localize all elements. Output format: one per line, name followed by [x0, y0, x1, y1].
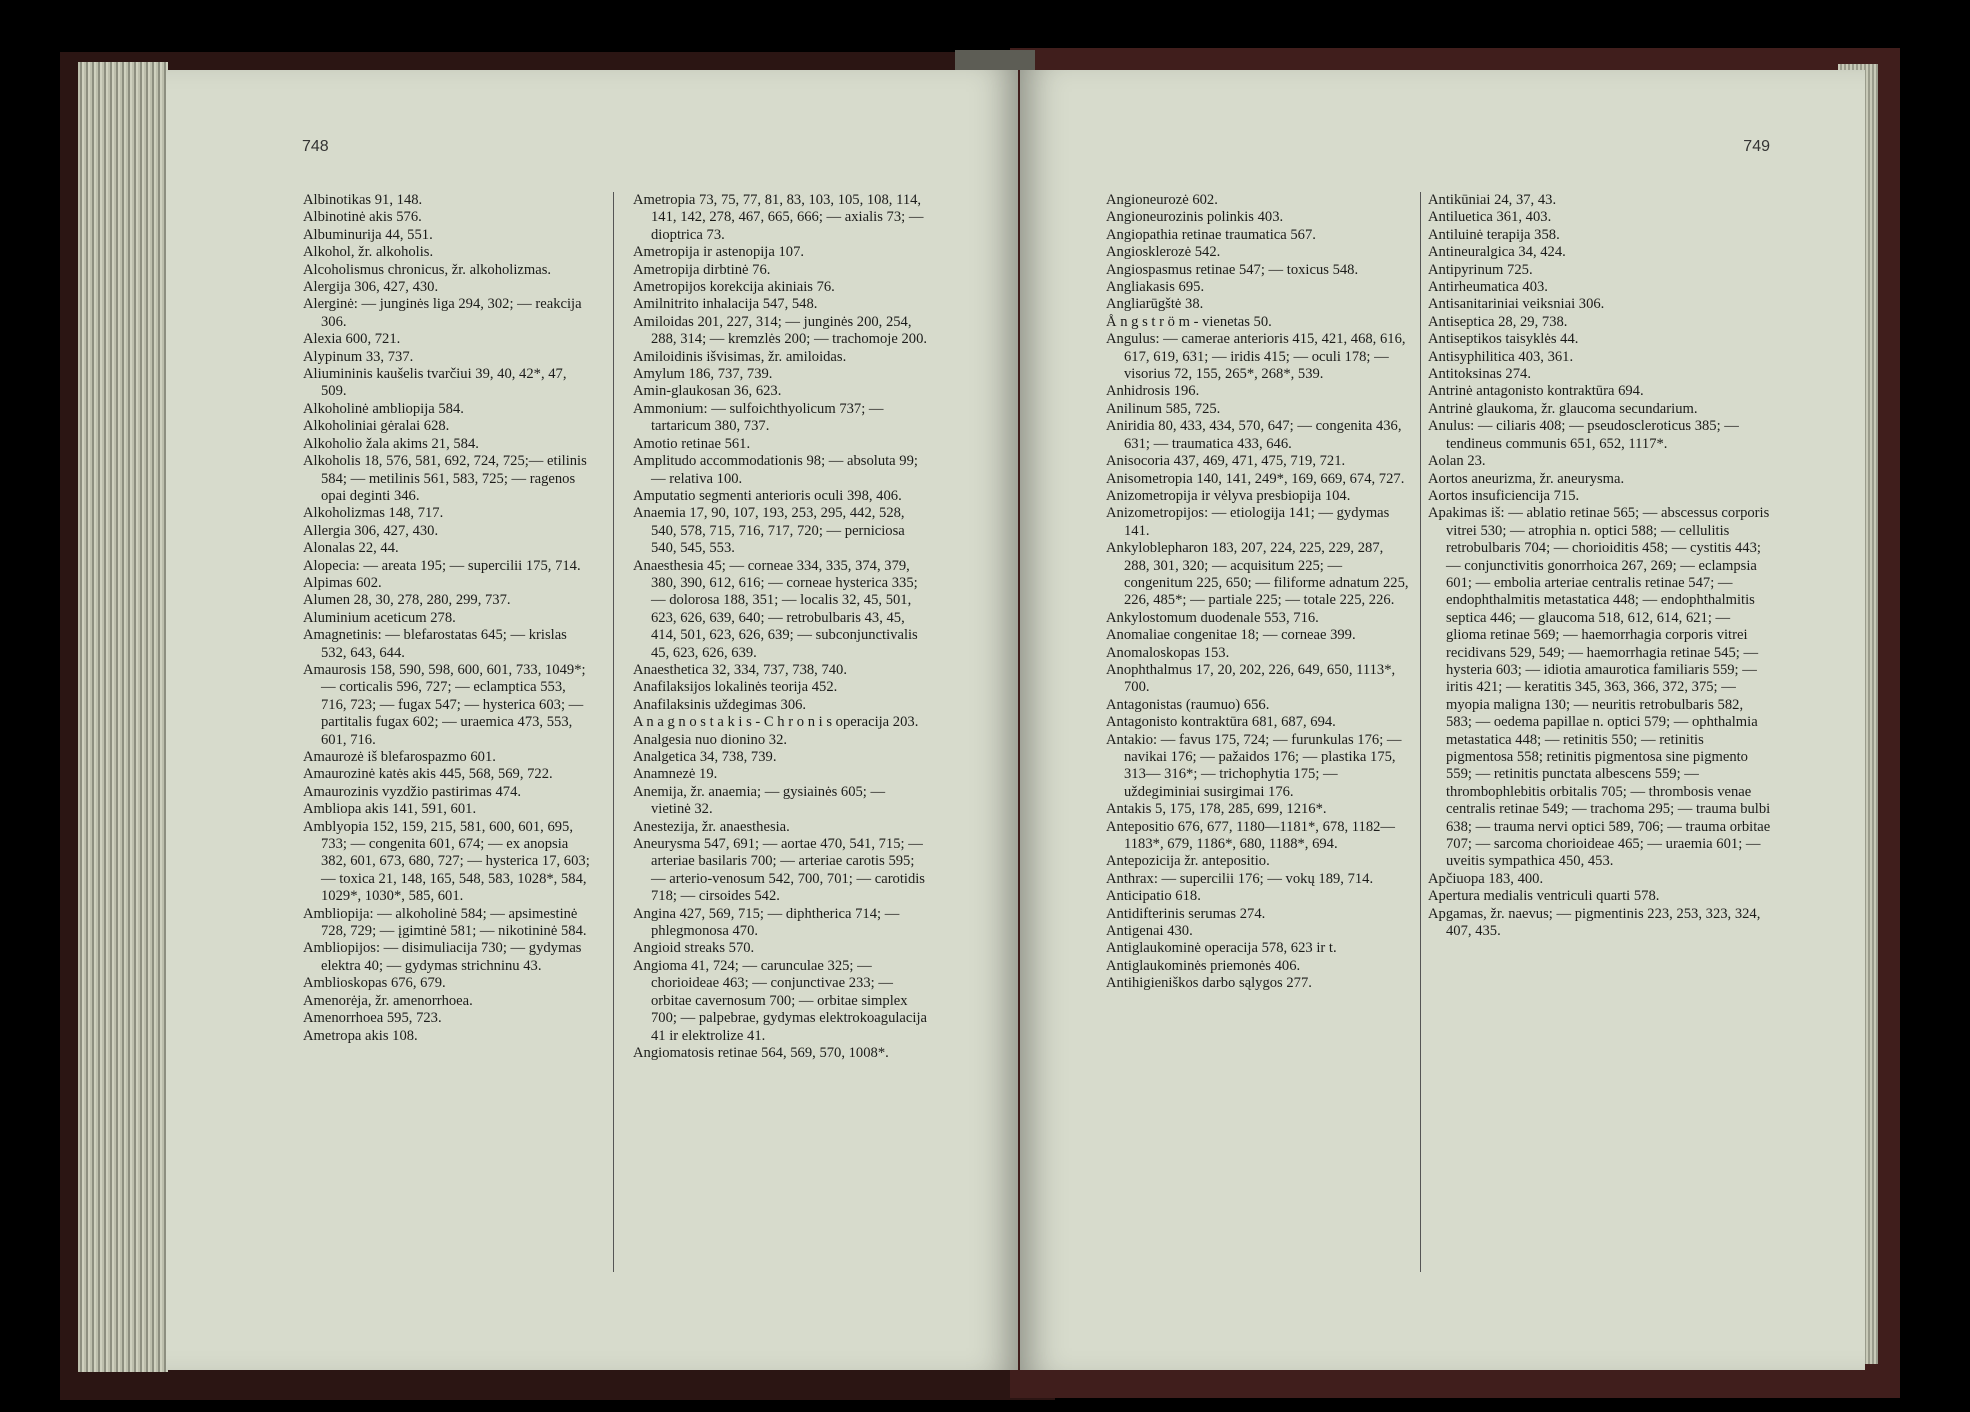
index-entry: Alopecia: — areata 195; — supercilii 175, 714. [303, 557, 581, 574]
index-entry: Antirheumatica 403. [1428, 279, 1548, 296]
index-entry: Analgesia nuo dionino 32. [633, 731, 788, 748]
index-entry: Ametropia 73, 75, 77, 81, 83, 103, 105, 108, 114, 141, 142, 278, 467, 665, 666; — axialis 73; — dioptrica 73. [633, 192, 924, 243]
index-entry: Anisometropia 140, 141, 249*, 169, 669, 674, 727. [1106, 470, 1405, 487]
index-entry: Antiluetica 361, 403. [1428, 209, 1552, 226]
index-entry: Aolan 23. [1428, 453, 1486, 470]
index-entry: Amilnitrito inhalacija 547, 548. [633, 296, 818, 313]
index-entry: Antisanitariniai veiksniai 306. [1428, 296, 1605, 313]
index-entry: Ambliopijos: — disimuliacija 730; — gydymas elektra 40; — gydymas strichninu 43. [303, 940, 582, 974]
index-entry: Angioneurozinis polinkis 403. [1106, 209, 1284, 226]
index-entry: Alkoholinė ambliopija 584. [303, 400, 464, 417]
index-entry: Anophthalmus 17, 20, 202, 226, 649, 650, 1113*, 700. [1106, 661, 1396, 696]
index-entry: Anomaliae congenitae 18; — corneae 399. [1106, 627, 1356, 644]
index-entry: Anticipatio 618. [1106, 888, 1201, 905]
index-entry: Anhidrosis 196. [1106, 383, 1200, 400]
index-entry: Allergia 306, 427, 430. [303, 522, 439, 539]
index-entry: Antakio: — favus 175, 724; — furunkulas 176; — navikai 176; — pažaidos 176; — plastika 175, 313— 316*; — trichophytia 175; — uždegiminiai susirgimai 176. [1106, 731, 1402, 800]
index-entry: Anulus: — ciliaris 408; — pseudoscleroticus 385; — tendineus communis 651, 652, 1117*. [1428, 418, 1739, 452]
index-entry: Antineuralgica 34, 424. [1428, 244, 1566, 261]
index-entry: Amin-glaukosan 36, 623. [633, 383, 782, 400]
index-entry: Antihigieniškos darbo sąlygos 277. [1106, 975, 1312, 992]
index-entry: Antrinė glaukoma, žr. glaucoma secundarium. [1428, 400, 1698, 417]
index-entry: Anomaloskopas 153. [1106, 644, 1230, 661]
index-entry: Anisocoria 437, 469, 471, 475, 719, 721. [1106, 453, 1346, 470]
right-page [1020, 70, 1865, 1370]
index-entry: Alergija 306, 427, 430. [303, 279, 439, 296]
index-entry: Alpimas 602. [303, 574, 382, 591]
index-entry: Ankylostomum duodenale 553, 716. [1106, 609, 1319, 626]
index-entry: Anthrax: — supercilii 176; — vokų 189, 714. [1106, 870, 1374, 887]
index-entry: Alypinum 33, 737. [303, 348, 414, 365]
column-divider [613, 192, 614, 1272]
index-entry: Angliarūgštė 38. [1106, 296, 1204, 313]
index-column [1106, 192, 1410, 993]
index-entry: Ametropija dirbtinė 76. [633, 261, 771, 278]
index-entry: Amblioskopas 676, 679. [303, 975, 446, 992]
left-page [166, 70, 1018, 1370]
index-entry: Antidifterinis serumas 274. [1106, 905, 1266, 922]
index-entry: Antikūniai 24, 37, 43. [1428, 192, 1557, 208]
index-entry: Angulus: — camerae anterioris 415, 421, 468, 616, 617, 619, 631; — iridis 415; — oculi 178; — visorius 72, 155, 265*, 268*, 539. [1106, 331, 1406, 383]
index-entry: Angioma 41, 724; — carunculae 325; — chorioideae 463; — conjunctivae 233; — orbitae cavernosum 700; — orbitae simplex 700; — palpebrae, gydymas elektrokoagulacija 41 ir elektrolize 41. [633, 957, 927, 1044]
index-entry: Antagonisto kontraktūra 681, 687, 694. [1106, 714, 1336, 731]
index-entry: Amaurosis 158, 590, 598, 600, 601, 733, 1049*; — corticalis 596, 727; — eclamptica 553, 716, 723; — fugax 547; — hysterica 603; — partitalis fugax 602; — uraemica 473, 553, 601, 716. [303, 661, 586, 748]
index-entry: Angiopathia retinae traumatica 567. [1106, 226, 1316, 243]
index-entry: Alkoholizmas 148, 717. [303, 505, 444, 522]
index-entry: Antakis 5, 175, 178, 285, 699, 1216*. [1106, 801, 1327, 818]
index-entry: Anizometropijos: — etiologija 141; — gydymas 141. [1106, 505, 1390, 539]
index-entry: Antepozicija žr. antepositio. [1106, 853, 1270, 870]
index-entry: Anizometropija ir vėlyva presbiopija 104. [1106, 487, 1351, 504]
column-divider [1420, 192, 1421, 1272]
index-entry: Alumen 28, 30, 278, 280, 299, 737. [303, 592, 511, 609]
index-entry: Antigenai 430. [1106, 923, 1193, 940]
index-entry: Alkoholis 18, 576, 581, 692, 724, 725;— etilinis 584; — metilinis 561, 583, 725; — ragenos opai deginti 346. [303, 453, 587, 504]
page-number-left: 748 [302, 138, 329, 155]
index-entry: Amputatio segmenti anterioris oculi 398, 406. [633, 487, 902, 504]
index-column [303, 192, 594, 1045]
index-entry: Albinotinė akis 576. [303, 209, 422, 226]
index-entry: A n a g n o s t a k i s - C h r o n i s operacija 203. [633, 714, 919, 731]
page-stack-left [78, 62, 168, 1372]
index-entry: Anestezija, žr. anaesthesia. [633, 818, 790, 835]
index-entry: Aortos insuficiencija 715. [1428, 487, 1580, 504]
index-entry: Aniridia 80, 433, 434, 570, 647; — congenita 436, 631; — traumatica 433, 646. [1106, 418, 1402, 452]
index-entry: Angina 427, 569, 715; — diphtherica 714; — phlegmonosa 470. [633, 905, 900, 940]
index-entry: Ametropija ir astenopija 107. [633, 244, 805, 261]
index-entry: Alkoholiniai gėralai 628. [303, 418, 450, 435]
index-entry: Alonalas 22, 44. [303, 540, 399, 557]
index-entry: Antiglaukominės priemonės 406. [1106, 957, 1301, 974]
index-entry: Amenorėja, žr. amenorrhoea. [303, 992, 473, 1009]
page-number-right: 749 [1743, 138, 1770, 155]
index-entry: Antitoksinas 274. [1428, 366, 1531, 383]
index-entry: Ankyloblepharon 183, 207, 224, 225, 229, 287, 288, 301, 320; — acquisitum 225; — congenitum 225, 650; — filiforme adnatum 225, 226, 485*; — partiale 225; — totale 225, 226. [1106, 540, 1409, 609]
index-entry: Angiosklerozė 542. [1106, 244, 1221, 261]
index-entry: Ametropijos korekcija akiniais 76. [633, 279, 835, 296]
index-entry: Aluminium aceticum 278. [303, 609, 456, 626]
index-entry: Amaurozinė katės akis 445, 568, 569, 722. [303, 766, 553, 783]
index-entry: Anafilaksijos lokalinės teorija 452. [633, 679, 838, 696]
index-entry: Antiglaukominė operacija 578, 623 ir t. [1106, 940, 1337, 957]
index-entry: Anaesthesia 45; — corneae 334, 335, 374, 379, 380, 390, 612, 616; — corneae hysterica 335; — dolorosa 188, 351; — localis 32, 45, 501, 623, 626, 639, 640; — retrobulbaris 43, 45, 414, 501, 623, 626, 639; — subconjunctivalis 45, 623, 626, 639. [633, 557, 918, 661]
index-entry: Alexia 600, 721. [303, 331, 401, 348]
index-entry: Antrinė antagonisto kontraktūra 694. [1428, 383, 1644, 400]
index-column [1428, 192, 1772, 940]
index-entry: Antiseptikos taisyklės 44. [1428, 331, 1579, 348]
index-entry: Anemija, žr. anaemia; — gysiainės 605; — vietinė 32. [633, 783, 886, 818]
index-entry: Anamnezė 19. [633, 766, 718, 783]
index-entry: Albuminurija 44, 551. [303, 226, 433, 243]
index-entry: Antiseptica 28, 29, 738. [1428, 313, 1568, 330]
index-entry: Ambliopija: — alkoholinė 584; — apsimestinė 728, 729; — įgimtinė 581; — nikotininė 584. [303, 905, 587, 940]
index-column [633, 192, 928, 1062]
index-entry: Apakimas iš: — ablatio retinae 565; — abscessus corporis vitrei 530; — atrophia n. optici 588; — cellulitis retrobulbaris 704; — chorioiditis 458; — cystitis 443; — conjunctivitis gonorrhoica 267, 269; — eclampsia 601; — embolia arteriae centralis retinae 547; — endophthalmitis metastatica 448; — endophthalmitis septica 446; — glaucoma 518, 612, 614, 621; — glioma retinae 569; — haemorrhagia corporis vitrei recidivans 529, 549; — haemorrhagia retinae 545; — hysteria 603; — idiotia amaurotica familiaris 559; — iritis 421; — keratitis 345, 363, 366, 372, 375; — myopia maligna 130; — neuritis retrobulbaris 582, 583; — oedema papillae n. optici 579; — ophthalmia metastatica 448; — retinitis 550; — retinitis pigmentosa 558; retinitis pigmentosa sine pigmento 559; — retinitis punctata albescens 559; — thrombophlebitis orbitalis 705; — thrombosis venae centralis retinae 549; — trachoma 295; — trauma bulbi 638; — trauma nervi optici 589, 706; — trauma orbitae 707; — sarcoma chorioideae 465; — uraemia 601; — uveitis sympathica 450, 453. [1428, 505, 1771, 870]
index-entry: Amaurozė iš blefarospazmo 601. [303, 749, 496, 765]
index-entry: Amenorrhoea 595, 723. [303, 1010, 442, 1027]
index-entry: Antipyrinum 725. [1428, 261, 1533, 278]
index-entry: Albinotikas 91, 148. [303, 192, 423, 208]
index-entry: Antagonistas (raumuo) 656. [1106, 696, 1270, 713]
index-entry: Alcoholismus chronicus, žr. alkoholizmas. [303, 261, 552, 278]
index-entry: Anafilaksinis uždegimas 306. [633, 696, 807, 713]
index-entry: Antepositio 676, 677, 1180—1181*, 678, 1182—1183*, 679, 1186*, 680, 1188*, 694. [1106, 818, 1396, 853]
index-entry: Angioid streaks 570. [633, 940, 755, 957]
index-entry: Angiospasmus retinae 547; — toxicus 548. [1106, 261, 1359, 278]
index-entry: Ambliopa akis 141, 591, 601. [303, 801, 477, 818]
index-entry: Anaesthetica 32, 334, 737, 738, 740. [633, 661, 848, 678]
index-entry: Alkoholio žala akims 21, 584. [303, 435, 479, 452]
index-entry: Apertura medialis ventriculi quarti 578. [1428, 888, 1660, 905]
index-entry: Aneurysma 547, 691; — aortae 470, 541, 715; — arteriae basilaris 700; — arteriae carotis 595; — arterio-venosum 542, 700, 701; — carotidis 718; — cirsoides 542. [633, 836, 925, 905]
index-entry: Ammonium: — sulfoichthyolicum 737; — tartaricum 380, 737. [633, 400, 884, 435]
index-entry: Anaemia 17, 90, 107, 193, 253, 295, 442, 528, 540, 578, 715, 716, 717, 720; — perniciosa 540, 545, 553. [633, 505, 905, 557]
index-entry: Amaurozinis vyzdžio pastirimas 474. [303, 783, 522, 800]
index-entry: Å n g s t r ö m - vienetas 50. [1106, 313, 1272, 330]
index-entry: Ametropa akis 108. [303, 1027, 418, 1044]
index-entry: Apčiuopa 183, 400. [1428, 870, 1544, 887]
index-entry: Amotio retinae 561. [633, 435, 751, 452]
index-entry: Amylum 186, 737, 739. [633, 366, 773, 383]
index-entry: Alerginė: — junginės liga 294, 302; — reakcija 306. [303, 296, 582, 330]
index-entry: Apgamas, žr. naevus; — pigmentinis 223, 253, 323, 324, 407, 435. [1428, 905, 1761, 940]
index-entry: Amiloidinis išvisimas, žr. amiloidas. [633, 348, 847, 365]
index-entry: Angiomatosis retinae 564, 569, 570, 1008*. [633, 1044, 889, 1061]
index-entry: Anilinum 585, 725. [1106, 400, 1221, 417]
index-entry: Aliumininis kaušelis tvarčiui 39, 40, 42*, 47, 509. [303, 366, 567, 400]
index-entry: Amiloidas 201, 227, 314; — junginės 200, 254, 288, 314; — kremzlės 200; — trachomoje 200. [633, 313, 928, 348]
index-entry: Amagnetinis: — blefarostatas 645; — krislas 532, 643, 644. [303, 627, 567, 661]
index-entry: Amblyopia 152, 159, 215, 581, 600, 601, 695, 733; — congenita 601, 674; — ex anopsia 382, 601, 673, 680, 727; — hysterica 17, 603; — toxica 21, 148, 165, 548, 583, 1028*, 584, 1029*, 1030*, 585, 601. [303, 818, 590, 905]
index-entry: Antiluinė terapija 358. [1428, 226, 1560, 243]
index-entry: Aortos aneurizma, žr. aneurysma. [1428, 470, 1625, 487]
index-entry: Analgetica 34, 738, 739. [633, 749, 777, 765]
index-entry: Angioneurozė 602. [1106, 192, 1218, 208]
index-entry: Angliakasis 695. [1106, 279, 1205, 296]
index-entry: Amplitudo accommodationis 98; — absoluta 99; — relativa 100. [633, 453, 918, 487]
book-spine [955, 50, 1035, 70]
index-entry: Alkohol, žr. alkoholis. [303, 244, 434, 261]
index-entry: Antisyphilitica 403, 361. [1428, 348, 1574, 365]
